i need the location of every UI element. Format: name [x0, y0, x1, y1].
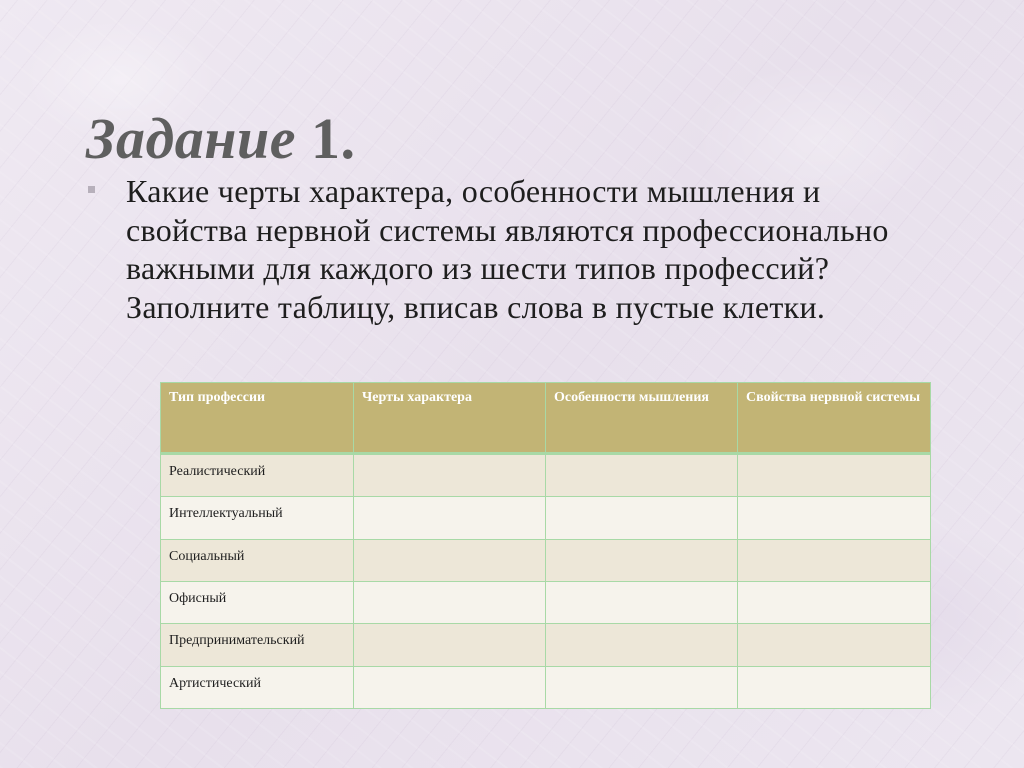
thinking-cell[interactable] [546, 539, 738, 581]
profession-type-cell: Интеллектуальный [161, 497, 354, 539]
traits-cell[interactable] [354, 454, 546, 497]
profession-type-cell: Артистический [161, 666, 354, 708]
thinking-cell[interactable] [546, 497, 738, 539]
table-row [161, 497, 931, 539]
nervous-system-cell[interactable] [738, 666, 931, 708]
header-profession-type: Тип профессии [161, 383, 354, 454]
thinking-cell[interactable] [546, 454, 738, 497]
traits-cell[interactable] [354, 497, 546, 539]
task-text: Какие черты характера, особенности мышления и свойства нервной системы являются профессионально важными для каждого из шести типов профессий? Заполните таблицу, вписав слова в пустые клетки. [126, 173, 889, 325]
table-row [161, 539, 931, 581]
slide-title-number: 1. [310, 106, 356, 171]
profession-type-cell: Реалистический [161, 454, 354, 497]
nervous-system-cell[interactable] [738, 624, 931, 666]
traits-cell[interactable] [354, 624, 546, 666]
table-row [161, 581, 931, 623]
profession-table [160, 382, 931, 709]
traits-cell[interactable] [354, 666, 546, 708]
header-character-traits: Черты характера [354, 383, 546, 454]
table-row [161, 454, 931, 497]
profession-type-cell: Предпринимательский [161, 624, 354, 666]
slide-title-word: Задание [86, 106, 296, 171]
profession-table-container [160, 382, 930, 709]
nervous-system-cell[interactable] [738, 497, 931, 539]
slide-title [86, 105, 355, 172]
traits-cell[interactable] [354, 539, 546, 581]
bullet-square-icon [88, 186, 95, 193]
profession-type-cell: Социальный [161, 539, 354, 581]
traits-cell[interactable] [354, 581, 546, 623]
header-nervous-system: Свойства нервной системы [738, 383, 931, 454]
header-thinking-features: Особенности мышления [546, 383, 738, 454]
thinking-cell[interactable] [546, 666, 738, 708]
nervous-system-cell[interactable] [738, 581, 931, 623]
table-row [161, 624, 931, 666]
thinking-cell[interactable] [546, 581, 738, 623]
table-header-row [161, 383, 931, 454]
thinking-cell[interactable] [546, 624, 738, 666]
profession-type-cell: Офисный [161, 581, 354, 623]
nervous-system-cell[interactable] [738, 454, 931, 497]
nervous-system-cell[interactable] [738, 539, 931, 581]
table-row [161, 666, 931, 708]
